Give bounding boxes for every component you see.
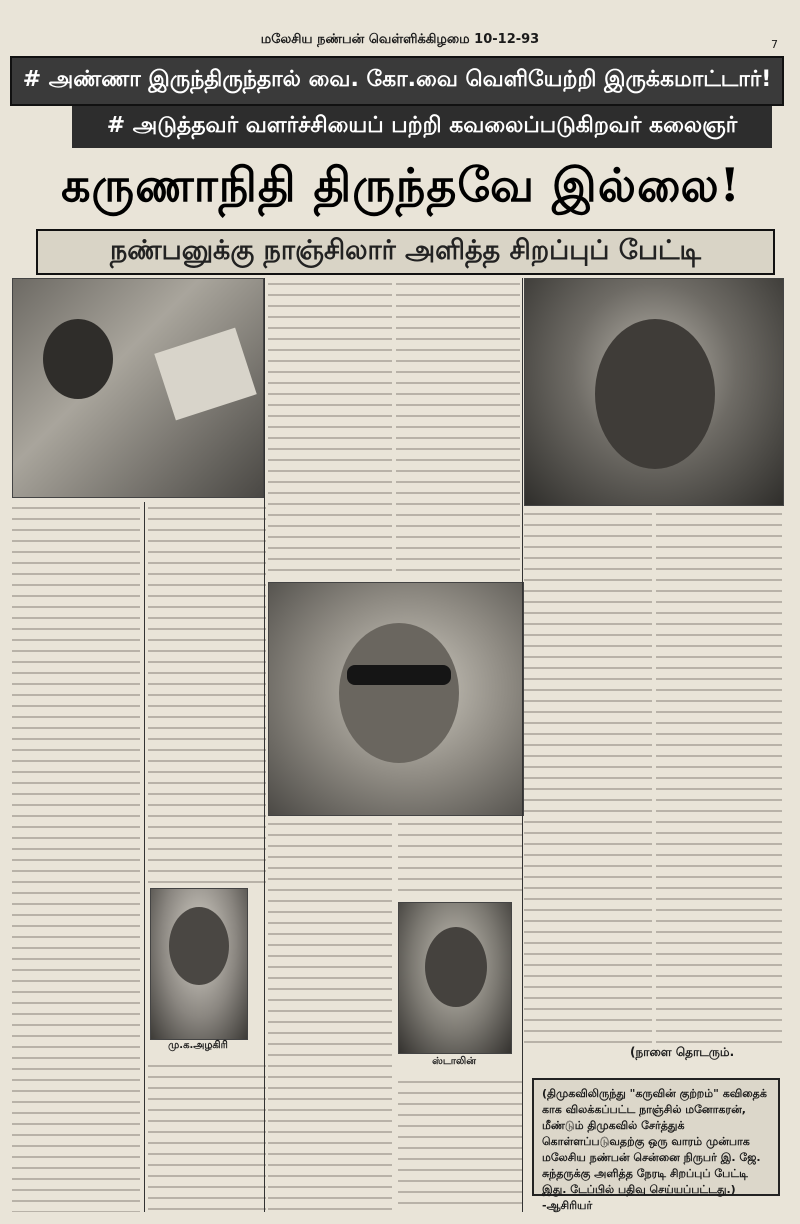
column-rule xyxy=(144,502,145,1212)
column-rule xyxy=(522,278,523,1212)
photo-portrait-right xyxy=(524,278,784,506)
caption-alagiri: மு.க.அழகிரி xyxy=(168,1040,228,1051)
photo-alagiri xyxy=(150,888,248,1040)
sunglasses-shape xyxy=(347,665,451,685)
continued-note: (நாளை தொடரும். xyxy=(630,1045,735,1059)
article-column-5 xyxy=(268,818,392,1212)
newspaper-shape xyxy=(154,328,256,421)
face-shape xyxy=(169,907,229,985)
editor-note-box: (திமுகவிலிருந்து "கருவின் குற்றம்" கவிதைக் காக விலக்கப்பட்ட நாஞ்சில் மனோகரன், மீண்டும் திமுகவில் சேர்த்துக் கொள்ளப்படுவதற்கு ஒரு வாரம் முன்பாக மலேசிய நண்பன் சென்னை நிருபர் இ. ஜே. சுந்தருக்கு அளித்த நேரடி சிறப்புப் பேட்டி இது. டேப்பில் பதிவு செய்யப்பட்டது.) -ஆசிரியர் xyxy=(532,1078,780,1196)
article-column-2 xyxy=(148,502,266,884)
article-column-8 xyxy=(656,508,782,1044)
face-shape xyxy=(339,623,459,763)
photo-reading-newspaper xyxy=(12,278,264,498)
article-column-1 xyxy=(12,502,140,1212)
headline-sub: நண்பனுக்கு நாஞ்சிலார் அளித்த சிறப்புப் பேட்டி xyxy=(36,229,775,275)
column-rule xyxy=(264,278,265,1212)
face-shape xyxy=(425,927,487,1007)
headline-top: # அண்ணா இருந்திருந்தால் வை. கோ.வை வெளியேற்றி இருக்கமாட்டார்! xyxy=(10,56,784,106)
article-column-7 xyxy=(524,508,652,1044)
article-column-6b xyxy=(398,1076,522,1212)
masthead-title: மலேசிய நண்பன் வெள்ளிக்கிழமை 10-12-93 xyxy=(260,32,540,47)
photo-portrait-center xyxy=(268,582,524,816)
page-number: 7 xyxy=(771,38,778,51)
caption-stalin: ஸ்டாலின் xyxy=(432,1056,476,1067)
article-column-4 xyxy=(396,278,520,578)
article-column-2b xyxy=(148,1060,266,1212)
face-shape xyxy=(595,319,715,469)
headline-second: # அடுத்தவர் வளர்ச்சியைப் பற்றி கவலைப்படுகிறவர் கலைஞர் xyxy=(72,106,772,148)
photo-stalin xyxy=(398,902,512,1054)
article-column-6 xyxy=(398,818,522,898)
article-column-3 xyxy=(268,278,392,578)
person-head-shape xyxy=(43,319,113,399)
headline-main: கருணாநிதி திருந்தவே இல்லை! xyxy=(61,158,741,212)
